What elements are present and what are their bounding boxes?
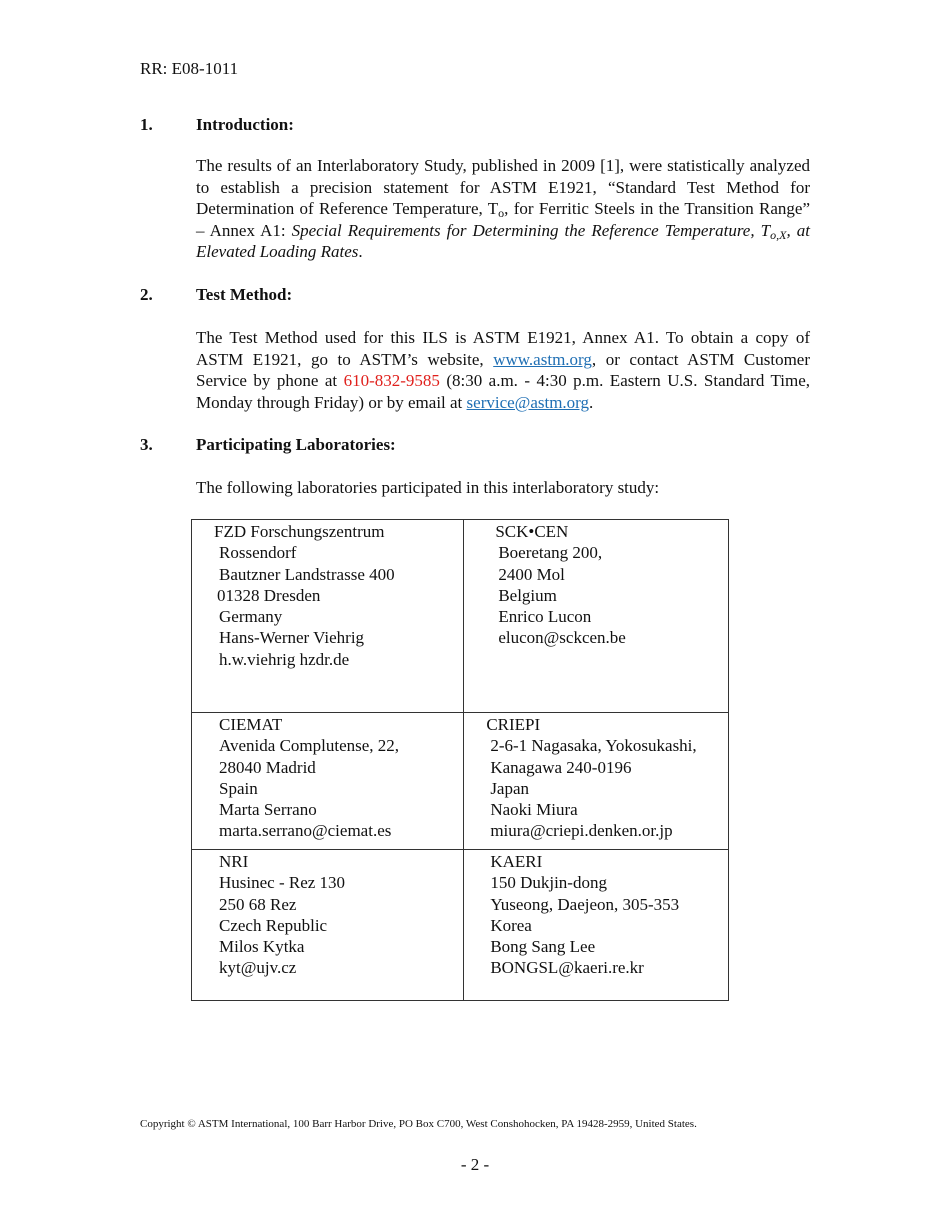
lab-contact: Marta Serrano [219, 800, 317, 820]
astm-website-link[interactable]: www.astm.org [493, 349, 592, 369]
section-heading-test-method [140, 285, 292, 305]
lab-name: SCK•CEN [495, 522, 569, 541]
lab-email: marta.serrano@ciemat.es [219, 821, 392, 841]
lab-line: Yuseong, Daejeon, 305-353 [490, 894, 680, 914]
intro-italic-a: Special Requirements for Determining the Reference Temperature, T [291, 220, 771, 240]
lab-contact: Naoki Miura [490, 800, 578, 820]
lab-line: Spain [219, 778, 258, 798]
lab-contact: Enrico Lucon [498, 607, 592, 627]
lab-line: 2400 Mol [498, 564, 565, 584]
report-reference: RR: E08-1011 [140, 59, 239, 78]
lab-line: Czech Republic [219, 915, 328, 935]
lab-name: NRI [219, 852, 249, 871]
lab-email: BONGSL@kaeri.re.kr [490, 958, 644, 978]
lab-name: CIEMAT [219, 715, 283, 734]
lab-email: kyt@ujv.cz [219, 958, 297, 978]
section-number: 1. [140, 115, 153, 134]
section-heading-introduction [140, 115, 294, 135]
lab-cell-nri [192, 850, 464, 1001]
lab-contact: Milos Kytka [219, 937, 305, 957]
lab-line: Kanagawa 240-0196 [490, 757, 632, 777]
table-row [192, 850, 729, 1001]
test-method-paragraph [196, 327, 810, 413]
lab-line: Japan [490, 778, 530, 798]
lab-contact: Bong Sang Lee [490, 937, 596, 957]
test-method-text-b: , or contact ASTM Customer Service by phone at [196, 349, 810, 390]
lab-line: Germany [219, 607, 283, 627]
lab-email: miura@criepi.denken.or.jp [490, 821, 673, 841]
lab-line: Husinec - Rez 130 [219, 873, 346, 893]
lab-line: Rossendorf [219, 543, 297, 563]
introduction-paragraph [196, 155, 810, 263]
section-title: Test Method: [196, 285, 293, 304]
section-number: 2. [140, 285, 153, 304]
intro-text-a: The results of an Interlaboratory Study, published in 2009 [1], were statistically analyzed to establish a precision statement for ASTM E1921, “Standard Test Method for Determination of Reference Temperature, T [196, 156, 810, 218]
subscript-ox: o,X [770, 227, 787, 242]
lab-cell-ciemat [192, 713, 464, 850]
section-title: Introduction: [196, 115, 294, 134]
customer-service-phone[interactable]: 610-832-9585 [343, 371, 440, 390]
lab-cell-criepi [464, 713, 729, 850]
lab-line: 250 68 Rez [219, 894, 297, 914]
intro-italic-b: , at Elevated Loading Rates [196, 220, 810, 261]
table-row [192, 713, 729, 850]
lab-line: 150 Dukjin-dong [490, 873, 607, 893]
participating-intro: The following laboratories participated in this interlaboratory study: [196, 478, 660, 497]
test-method-text-c: (8:30 a.m. - 4:30 p.m. Eastern U.S. Standard Time, Monday through Friday) or by email at [196, 371, 810, 412]
lab-cell-fzd [192, 520, 464, 713]
lab-line: 2-6-1 Nagasaka, Yokosukashi, [490, 736, 697, 756]
lab-cell-sckcen [464, 520, 729, 713]
section-number: 3. [140, 435, 153, 454]
lab-line: Korea [490, 915, 532, 935]
lab-email: elucon@sckcen.be [498, 628, 626, 648]
test-method-end: . [589, 392, 594, 412]
intro-text-b: , for Ferritic Steels in the Transition Range” – Annex A1: [196, 199, 810, 240]
subscript-o: o [498, 206, 505, 220]
lab-line: Belgium [498, 585, 557, 605]
test-method-text-a: The Test Method used for this ILS is ASTM E1921, Annex A1. To obtain a copy of ASTM E1921, go to ASTM’s website, [196, 328, 810, 369]
lab-contact: Hans-Werner Viehrig [219, 628, 365, 648]
service-email-link[interactable]: service@astm.org [466, 392, 590, 412]
lab-name: FZD Forschungszentrum [214, 522, 385, 541]
lab-line: Boeretang 200, [498, 543, 603, 563]
copyright-footer: Copyright © ASTM International, 100 Barr Harbor Drive, PO Box C700, West Conshohocken, PA 19428-2959, United States. [140, 1118, 697, 1130]
lab-name: CRIEPI [486, 715, 541, 734]
section-heading-participating-labs [140, 435, 396, 455]
lab-line: Avenida Complutense, 22, [219, 736, 400, 756]
intro-end: . [358, 242, 363, 261]
table-row [192, 520, 729, 713]
lab-line: Bautzner Landstrasse 400 [219, 564, 395, 584]
lab-email: h.w.viehrig hzdr.de [219, 649, 350, 669]
page-number: - 2 - [460, 1155, 490, 1174]
lab-line: 01328 Dresden [217, 585, 321, 605]
lab-name: KAERI [490, 852, 543, 871]
laboratories-table [191, 519, 729, 1001]
lab-line: 28040 Madrid [219, 757, 316, 777]
section-title: Participating Laboratories: [196, 435, 396, 454]
lab-cell-kaeri [464, 850, 729, 1001]
